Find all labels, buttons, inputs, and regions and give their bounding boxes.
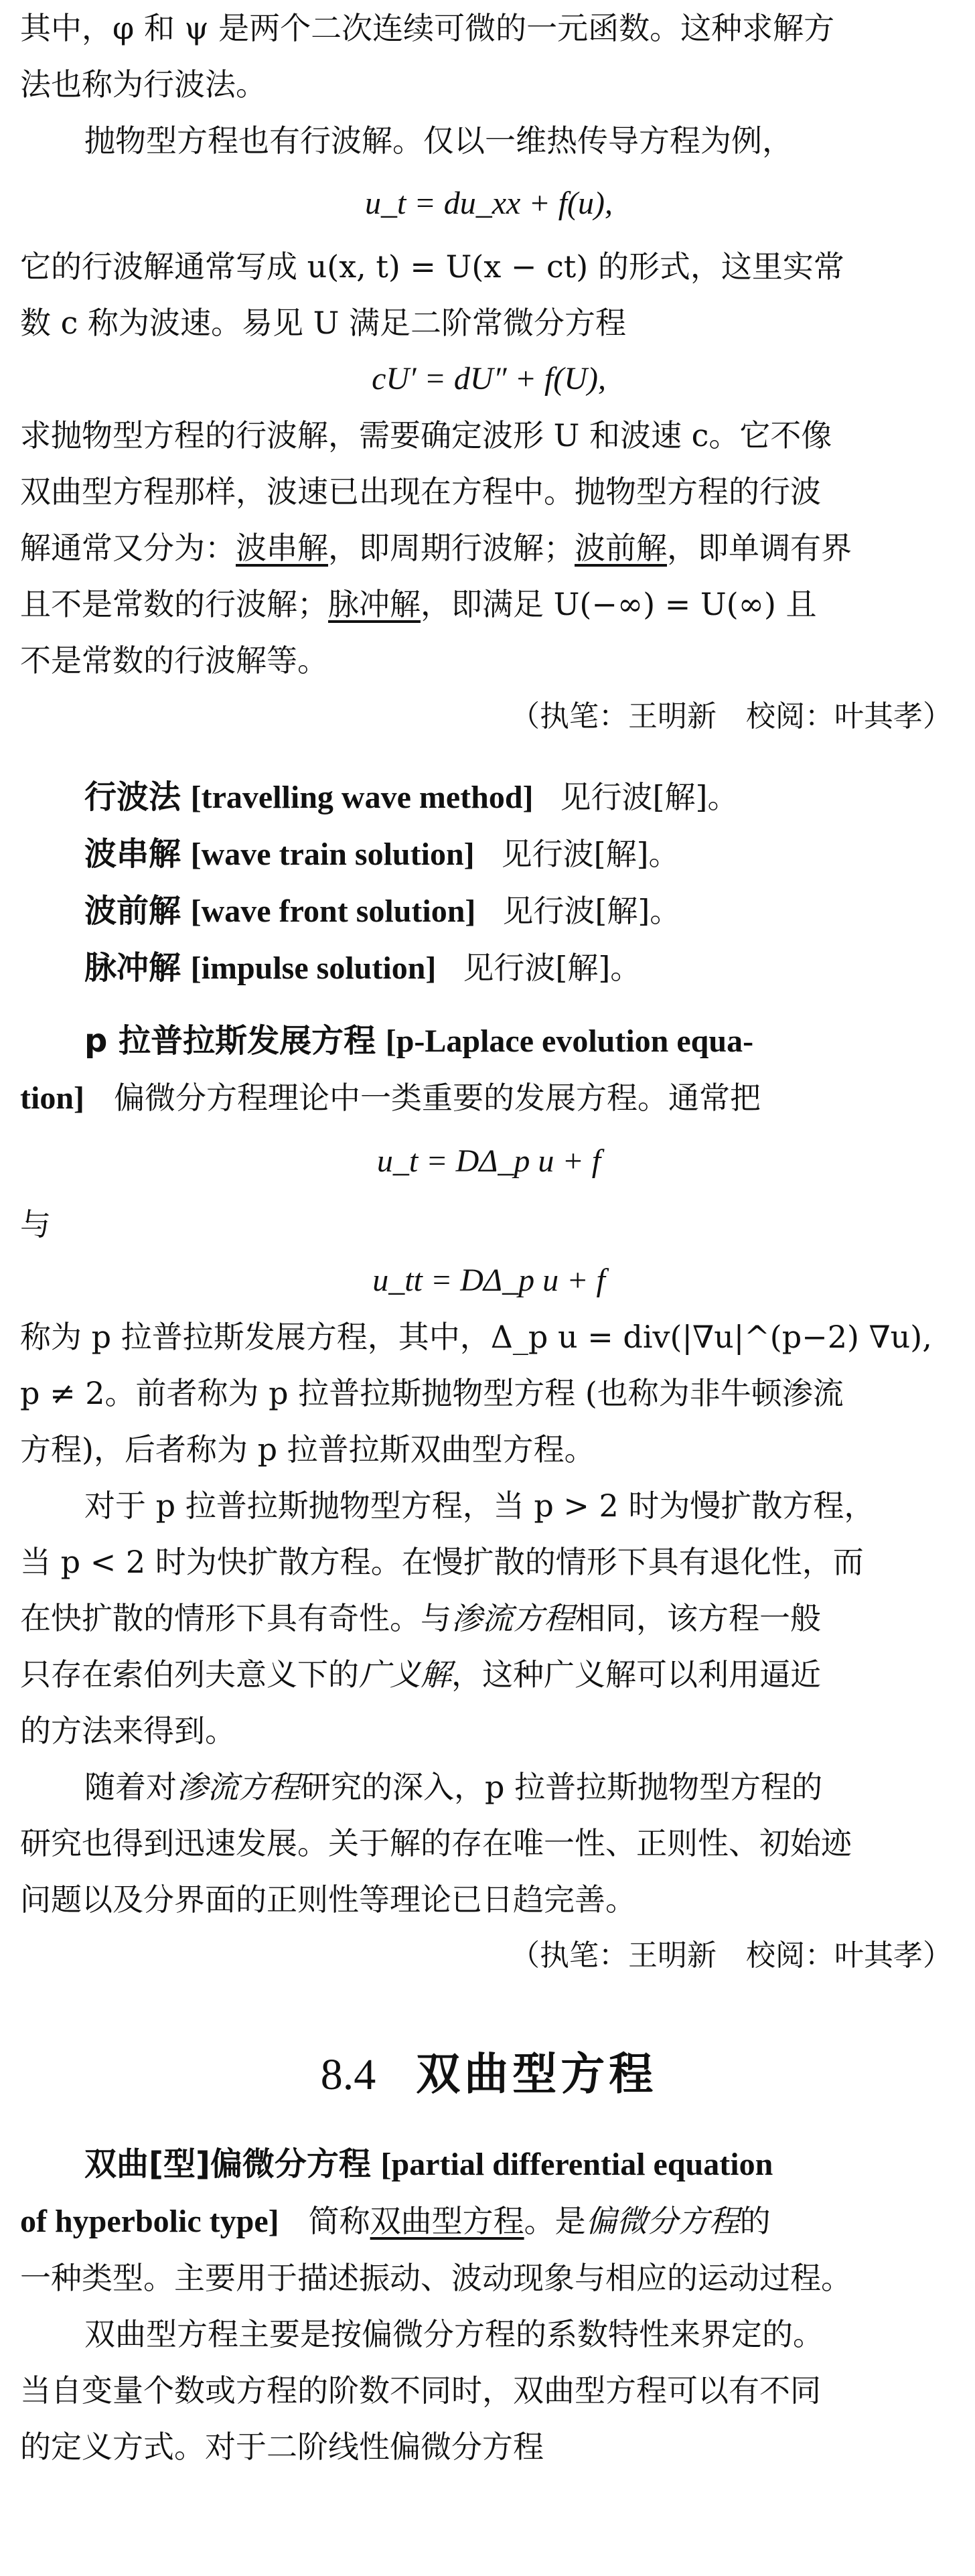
text-span: 在快扩散的情形下具有奇性。与 <box>20 1600 451 1636</box>
entry-traveling-wave-method <box>20 769 958 826</box>
entry-impulse <box>20 940 958 997</box>
entry-english: [impulse solution] <box>190 950 437 986</box>
text-line: 研究也得到迅速发展。关于解的存在唯一性、正则性、初始迹 <box>20 1825 852 1861</box>
text-line: 方程)，后者称为 p 拉普拉斯双曲型方程。 <box>20 1431 595 1468</box>
entry-head: 波前解 <box>84 892 181 930</box>
text-span: 。是 <box>524 2203 586 2239</box>
text-line <box>20 1590 958 1646</box>
text-line <box>20 1646 958 1703</box>
entry-english: [travelling wave method] <box>190 780 534 815</box>
entry-head: 波串解 <box>84 835 181 873</box>
text-line: 当 p < 2 时为快扩散方程。在慢扩散的情形下具有退化性，而 <box>20 1544 864 1580</box>
paragraph-parabolic-traveling-wave <box>20 113 958 745</box>
text-line: 对于 p 拉普拉斯抛物型方程，当 p > 2 时为慢扩散方程， <box>84 1488 875 1524</box>
text-span: 且不是常数的行波解； <box>20 586 328 622</box>
text-line: 它的行波解通常写成 u(x, t) = U(x − ct) 的形式，这里实常 <box>20 248 844 285</box>
text-line: 称为 p 拉普拉斯发展方程，其中，Δ_p u = div(|∇u|^(p−2) ∇u), <box>20 1319 932 1355</box>
entry-see-link[interactable]: 见行波[解]。 <box>560 779 739 815</box>
link-wave-front[interactable]: 波前解 <box>575 530 667 566</box>
section-title: 双曲型方程 <box>416 2048 658 2100</box>
entry-see-link[interactable]: 见行波[解]。 <box>463 950 642 986</box>
entry-wave-front <box>20 883 958 940</box>
entry-english: [p-Laplace evolution equa- <box>385 1023 754 1059</box>
text-line: 一种类型。主要用于描述振动、波动现象与相应的运动过程。 <box>20 2260 852 2296</box>
spacer <box>20 745 958 769</box>
entry-english: tion] <box>20 1080 84 1116</box>
text-line <box>20 1013 958 1070</box>
text-line <box>20 2193 958 2250</box>
entry-head: 行波法 <box>84 778 181 816</box>
text-line: 不是常数的行波解等。 <box>20 642 328 678</box>
link-seepage-equation[interactable]: 渗流方程 <box>451 1600 575 1636</box>
text-line: 当自变量个数或方程的阶数不同时，双曲型方程可以有不同 <box>20 2372 821 2409</box>
text-line: 的方法来得到。 <box>20 1713 236 1749</box>
text-span: 只存在索伯列夫意义下的 <box>20 1656 359 1693</box>
equation-p-laplace-parabolic: u_t = DΔ_p u + f <box>376 1143 601 1179</box>
equation-ode: cU′ = dU″ + f(U), <box>372 361 606 397</box>
entry-head: p 拉普拉斯发展方程 <box>84 1022 376 1060</box>
text-line: 的定义方式。对于二阶线性偏微分方程 <box>20 2429 544 2465</box>
entry-head: 双曲[型]偏微分方程 <box>84 2145 371 2183</box>
text-line <box>20 1070 958 1127</box>
text-span: ，即周期行波解； <box>328 530 575 566</box>
text-span: ，即单调有界 <box>667 530 852 566</box>
text-line <box>20 2136 958 2193</box>
spacer <box>20 1984 958 2037</box>
spacer <box>20 2112 958 2136</box>
link-generalized-solution[interactable]: 广义解 <box>359 1656 451 1693</box>
text-line <box>20 520 958 576</box>
entry-english: [wave front solution] <box>190 893 476 929</box>
text-span: 研究的深入，p 拉普拉斯抛物型方程的 <box>300 1769 823 1805</box>
link-impulse[interactable]: 脉冲解 <box>328 586 421 622</box>
equation-heat: u_t = du_xx + f(u), <box>364 186 613 221</box>
entry-english: [partial differential equation <box>380 2147 773 2182</box>
entry-hyperbolic-pde <box>20 2136 958 2475</box>
spacer <box>20 997 958 1013</box>
section-number: 8.4 <box>320 2050 376 2099</box>
text-line: 求抛物型方程的行波解，需要确定波形 U 和波速 c。它不像 <box>20 417 832 453</box>
text-span: 的 <box>739 2203 771 2239</box>
text-line: 问题以及分界面的正则性等理论已日趋完善。 <box>20 1881 636 1918</box>
text-line: 双曲型方程那样，波速已出现在方程中。抛物型方程的行波 <box>20 474 821 510</box>
section-heading <box>20 2037 958 2112</box>
entry-head: 脉冲解 <box>84 949 181 987</box>
text-line: 抛物型方程也有行波解。仅以一维热传导方程为例， <box>84 123 793 159</box>
entry-wave-train <box>20 826 958 883</box>
link-pde[interactable]: 偏微分方程 <box>585 2203 740 2239</box>
entry-english: of hyperbolic type] <box>20 2204 279 2239</box>
text-line <box>20 576 958 632</box>
text-span: 解通常又分为： <box>20 530 236 566</box>
text-line: 双曲型方程主要是按偏微分方程的系数特性来界定的。 <box>84 2316 824 2352</box>
paragraph-traveling-wave-method-end <box>20 0 958 113</box>
text-line: 与 <box>20 1206 51 1242</box>
text-line: 法也称为行波法。 <box>20 66 267 102</box>
author-credit: （执笔：王明新 校阅：叶其孝） <box>510 699 952 733</box>
text-span: 随着对 <box>84 1769 177 1805</box>
entry-see-link[interactable]: 见行波[解]。 <box>501 836 680 872</box>
text-span: ，这种广义解可以利用逼近 <box>451 1656 821 1693</box>
text-line: 其中，φ 和 ψ 是两个二次连续可微的一元函数。这种求解方 <box>20 10 835 46</box>
entry-p-laplace <box>20 1013 958 1984</box>
text-span: 简称 <box>308 2203 370 2239</box>
text-span: 相同，该方程一般 <box>575 1600 821 1636</box>
link-wave-train[interactable]: 波串解 <box>236 530 328 566</box>
text-line <box>20 1759 958 1815</box>
entry-see-link[interactable]: 见行波[解]。 <box>502 893 681 929</box>
text-line: p ≠ 2。前者称为 p 拉普拉斯抛物型方程 (也称为非牛顿渗流 <box>20 1375 844 1411</box>
page <box>20 0 958 2475</box>
text-span: 偏微分方程理论中一类重要的发展方程。通常把 <box>114 1080 761 1116</box>
equation-p-laplace-hyperbolic: u_tt = DΔ_p u + f <box>372 1263 605 1298</box>
link-seepage-equation[interactable]: 渗流方程 <box>177 1769 300 1805</box>
entry-english: [wave train solution] <box>190 837 475 872</box>
text-line: 数 c 称为波速。易见 U 满足二阶常微分方程 <box>20 305 627 341</box>
author-credit: （执笔：王明新 校阅：叶其孝） <box>510 1938 952 1973</box>
link-hyperbolic-equation[interactable]: 双曲型方程 <box>370 2203 524 2239</box>
text-span: ，即满足 U(−∞) = U(∞) 且 <box>421 586 817 622</box>
cross-reference-entries <box>20 769 958 997</box>
